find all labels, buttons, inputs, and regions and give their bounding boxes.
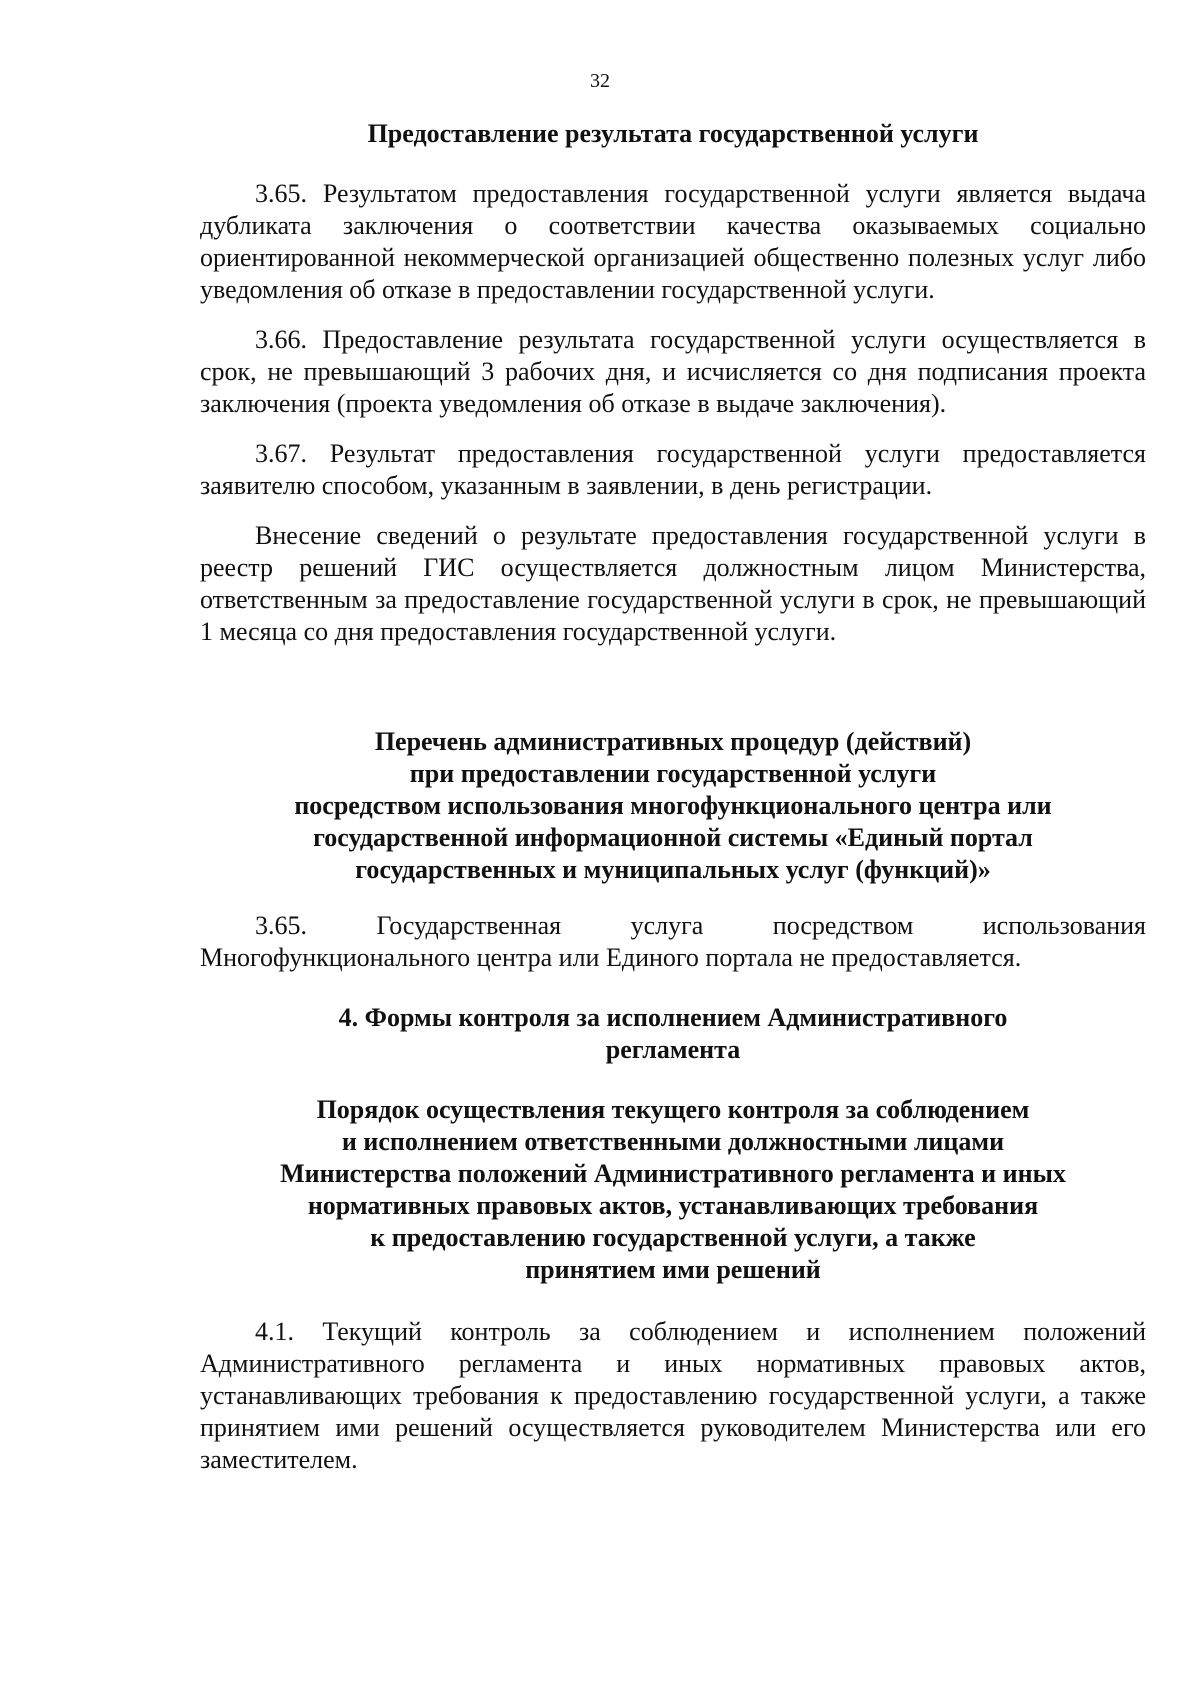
paragraph-3-66-deadline: 3.66. Предоставление результата государственной услуги осуществляется в срок, не превышающий 3 рабочих дня, и исчисляется со дня подписания проекта заключения (проекта уведомления об отказе в выдаче заключения). [200, 325, 1146, 418]
section-heading-control-forms [200, 1002, 1146, 1066]
heading-line: 4. Формы контроля за исполнением Административного [338, 1003, 1008, 1032]
section-heading-result: Предоставление результата государственной услуги [367, 119, 979, 148]
section-heading-procedures [200, 726, 1146, 886]
heading-line: государственных и муниципальных услуг (функций)» [355, 855, 991, 884]
page-number: 32 [590, 70, 610, 92]
heading-line: Министерства положений Административного регламента и иных [280, 1159, 1066, 1188]
paragraph-3-65-mfc: 3.65. Государственная услуга посредством использования Многофункционального центра или Единого портала не предоставляется. [200, 911, 1146, 972]
paragraph-registry-entry: Внесение сведений о результате предоставления государственной услуги в реестр решений ГИС осуществляется должностным лицом Министерства, ответственным за предоставление государственной услуги в срок, не превышающий 1 месяца со дня предоставления государственной услуги. [200, 521, 1146, 646]
heading-line: регламента [605, 1035, 741, 1064]
document-body [200, 118, 1146, 1476]
heading-line: посредством использования многофункционального центра или [294, 791, 1052, 820]
paragraph-3-65-result: 3.65. Результатом предоставления государственной услуги является выдача дубликата заключения о соответствии качества оказываемых социально ориентированной некоммерческой организацией общественно полезных услуг либо уведомления об отказе в предоставлении государственной услуги. [200, 179, 1146, 304]
heading-line: Перечень административных процедур (действий) [374, 727, 972, 756]
heading-line: к предоставлению государственной услуги, а также [370, 1223, 976, 1252]
heading-line: принятием ими решений [525, 1255, 821, 1284]
paragraph-3-67-delivery: 3.67. Результат предоставления государственной услуги предоставляется заявителю способом, указанным в заявлении, в день регистрации. [200, 439, 1146, 500]
heading-line: при предоставлении государственной услуги [409, 759, 937, 788]
heading-line: государственной информационной системы «Единый портал [313, 823, 1033, 852]
heading-line: и исполнением ответственными должностными лицами [341, 1127, 1005, 1156]
section-heading-current-control [200, 1094, 1146, 1286]
heading-line: Порядок осуществления текущего контроля за соблюдением [316, 1095, 1030, 1124]
paragraph-4-1-current-control: 4.1. Текущий контроль за соблюдением и исполнением положений Административного регламента и иных нормативных правовых актов, устанавливающих требования к предоставлению государственной услуги, а также принятием ими решений осуществляется руководителем Министерства или его заместителем. [200, 1317, 1146, 1474]
heading-line: нормативных правовых актов, устанавливающих требования [307, 1191, 1039, 1220]
